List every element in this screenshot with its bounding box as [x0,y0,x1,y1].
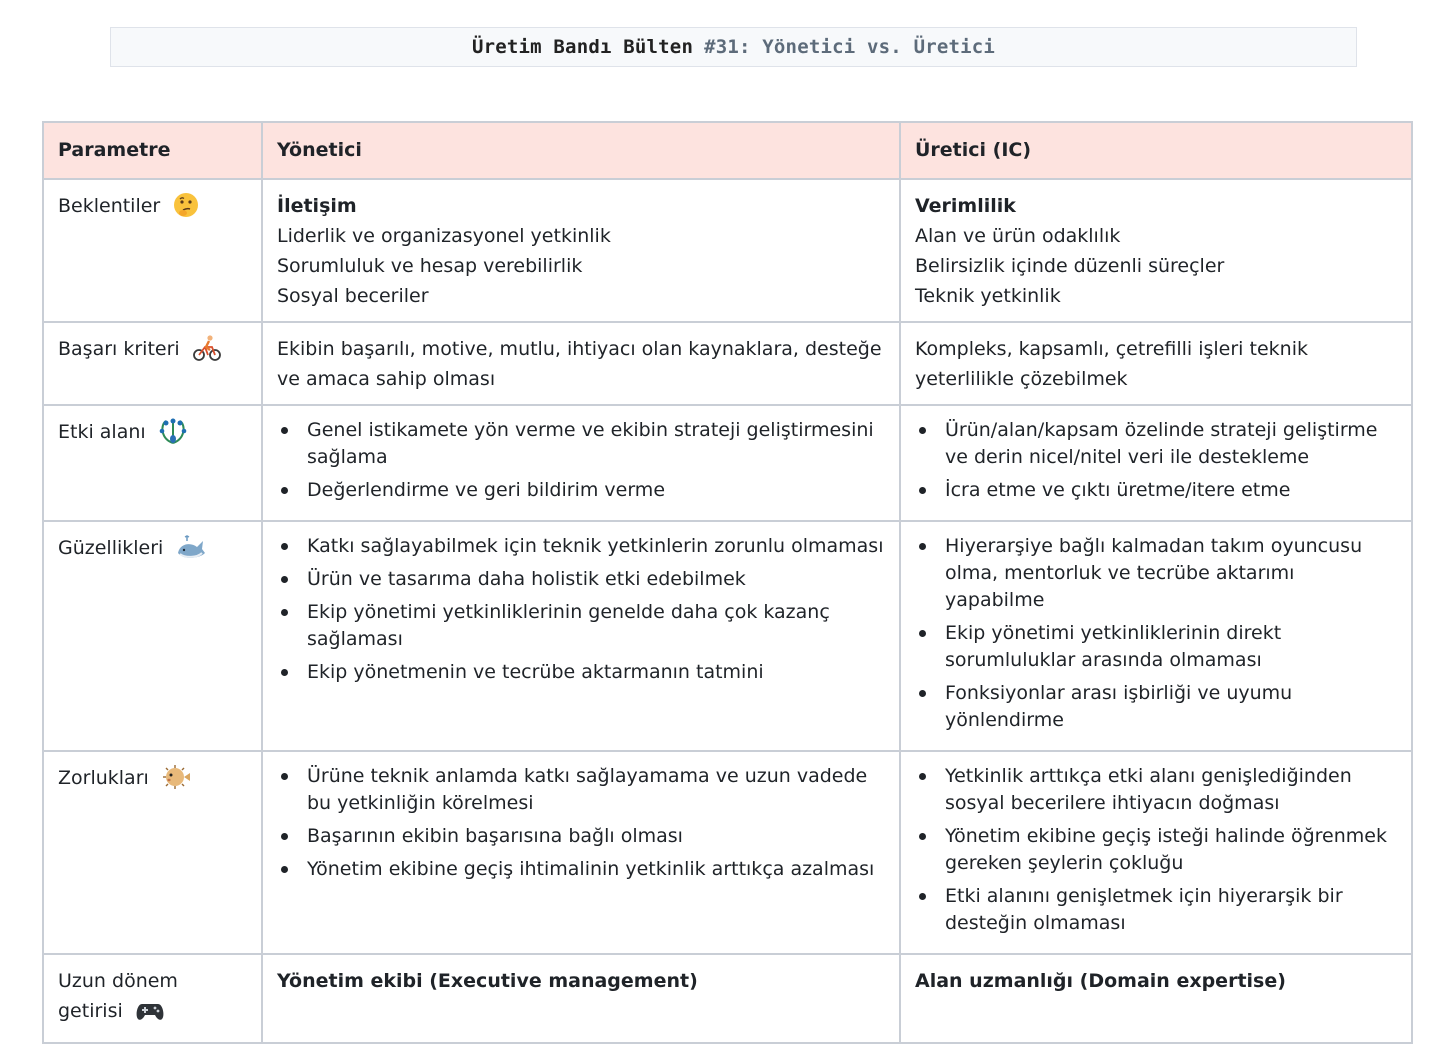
ic-expectations-cell [900,179,1412,322]
manager-impact-cell [262,405,900,521]
bulletin-title-bold: Üretim Bandı Bülten [471,36,694,58]
list-item: Başarının ekibin başarısına bağlı olması [277,823,885,850]
ic-benefits-cell [900,521,1412,751]
ic-challenges-cell [900,751,1412,954]
ic-success-cell [900,322,1412,405]
param-label: Zorlukları [58,767,149,789]
list-item: Ürün ve tasarıma daha holistik etki edebilmek [277,566,885,593]
manager-expectations-heading: İletişim [277,195,357,217]
table-header-row [43,122,1412,179]
thinking-face-icon [172,191,200,227]
param-label: Etki alanı [58,421,146,443]
list-item: Yetkinlik arttıkça etki alanı genişlediğinden sosyal becerilere ihtiyacın doğması [915,763,1397,817]
param-cell [43,405,262,521]
list-item: Belirsizlik içinde düzenli süreçler [915,255,1225,277]
list-item: Ürün/alan/kapsam özelinde strateji geliştirme ve derin nicel/nitel veri ile destekleme [915,417,1397,471]
peacock-icon [158,417,188,453]
bulletin-title [110,27,1357,67]
list-item: Fonksiyonlar arası işbirliği ve uyumu yönlendirme [915,680,1397,734]
list-item: Katkı sağlayabilmek için teknik yetkinlerin zorunlu olmaması [277,533,885,560]
table-row-impact [43,405,1412,521]
param-label: Başarı kriteri [58,338,180,360]
param-cell [43,322,262,405]
manager-long-term-cell [262,954,900,1043]
list-item: Yönetim ekibine geçiş isteği halinde öğrenmek gereken şeylerin çokluğu [915,823,1397,877]
list-item: Değerlendirme ve geri bildirim verme [277,477,885,504]
manager-success-cell [262,322,900,405]
param-cell [43,751,262,954]
ic-long-term-text: Alan uzmanlığı (Domain expertise) [915,970,1286,992]
list-item: Genel istikamete yön verme ve ekibin strateji geliştirmesini sağlama [277,417,885,471]
param-cell [43,954,262,1043]
list-item: Teknik yetkinlik [915,285,1061,307]
manager-challenges-cell [262,751,900,954]
whale-icon [175,533,207,569]
list-item: Ekip yönetimi yetkinliklerinin genelde daha çok kazanç sağlaması [277,599,885,653]
param-cell [43,521,262,751]
ic-long-term-cell [900,954,1412,1043]
param-label-line1: Uzun dönem [58,970,178,992]
manager-benefits-cell [262,521,900,751]
list-item: Etki alanını genişletmek için hiyerarşik bir desteğin olmaması [915,883,1397,937]
table-row-benefits [43,521,1412,751]
param-cell [43,179,262,322]
ic-expectations-heading: Verimlilik [915,195,1016,217]
blowfish-icon [161,763,191,799]
list-item: Liderlik ve organizasyonel yetkinlik [277,225,611,247]
list-item: Sosyal beceriler [277,285,429,307]
list-item: Alan ve ürün odaklılık [915,225,1121,247]
ic-impact-cell [900,405,1412,521]
list-item: İcra etme ve çıktı üretme/itere etme [915,477,1397,504]
table-row-challenges [43,751,1412,954]
table-row-expectations [43,179,1412,322]
param-label: Güzellikleri [58,537,164,559]
table-row-success [43,322,1412,405]
header-ic: Üretici (IC) [900,122,1412,179]
manager-long-term-text: Yönetim ekibi (Executive management) [277,970,698,992]
list-item: Yönetim ekibine geçiş ihtimalinin yetkinlik arttıkça azalması [277,856,885,883]
manager-success-text: Ekibin başarılı, motive, mutlu, ihtiyacı olan kaynaklara, desteğe ve amaca sahip olması [277,338,882,390]
list-item: Ürüne teknik anlamda katkı sağlayamama ve uzun vadede bu yetkinliğin körelmesi [277,763,885,817]
game-controller-icon [135,998,165,1032]
comparison-table [42,121,1413,1044]
param-label-line2: getirisi [58,1000,123,1022]
ic-success-text: Kompleks, kapsamlı, çetrefilli işleri teknik yeterlilikle çözebilmek [915,338,1308,390]
bulletin-title-rest: #31: Yönetici vs. Üretici [704,36,996,58]
list-item: Sorumluluk ve hesap verebilirlik [277,255,583,277]
manager-expectations-cell [262,179,900,322]
list-item: Ekip yönetimi yetkinliklerinin direkt sorumluluklar arasında olmaması [915,620,1397,674]
table-row-long-term-return [43,954,1412,1043]
header-parameter: Parametre [43,122,262,179]
header-manager: Yönetici [262,122,900,179]
list-item: Hiyerarşiye bağlı kalmadan takım oyuncusu olma, mentorluk ve tecrübe aktarımı yapabilme [915,533,1397,614]
param-label: Beklentiler [58,195,161,217]
person-biking-icon [192,334,222,370]
list-item: Ekip yönetmenin ve tecrübe aktarmanın tatmini [277,659,885,686]
